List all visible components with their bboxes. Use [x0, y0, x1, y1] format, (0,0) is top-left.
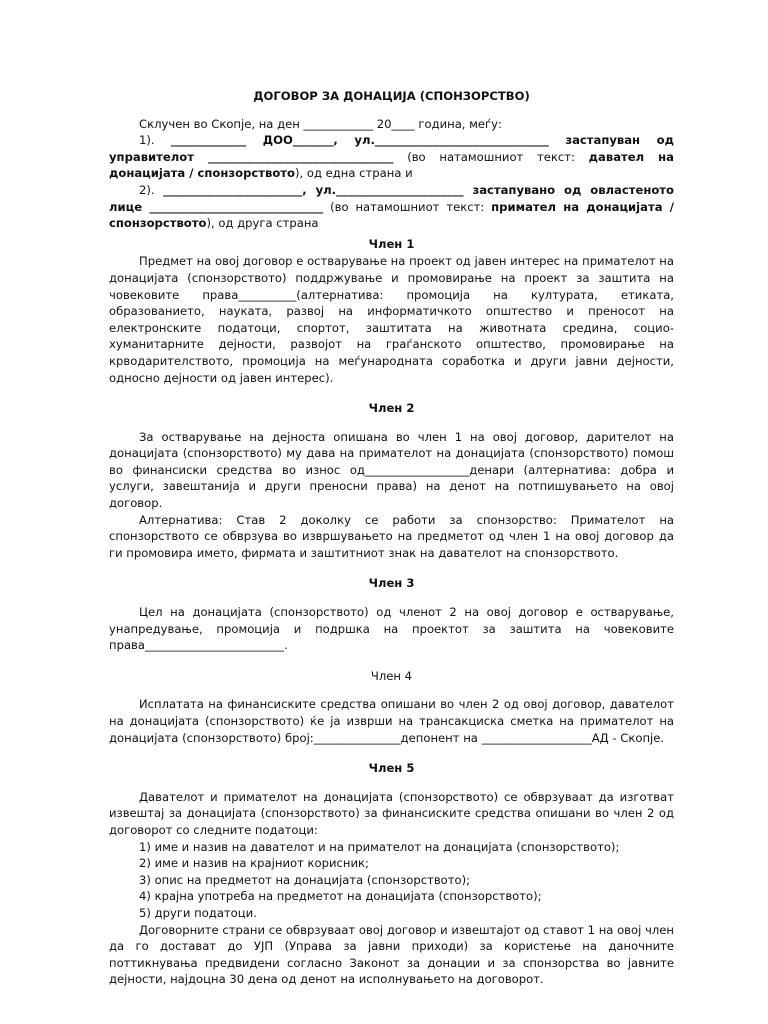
party-2-bold2: примател на донацијата / спонзорството	[109, 199, 674, 231]
article-1-text: Предмет на овој договор е остварување на проект од јавен интерес на примателот на донацијата (спонзорството) поддржување и промовирање на проект за заштита на човековите права__________(алтернатива: промоција на културата, етиката, образованието, науката, развој на информатичкото општество и преносот на електронските податоци, спортот, заштитата на животната средина, социо-хуманитарните дејности, развојот на граѓанското општество, промовирање на крводарителството, промоција на меѓународната соработка и други јавни дејности, односно дејности од јавен интерес).	[109, 254, 674, 385]
article-4-text: Исплатата на финансиските средства опишани во член 2 од овој договор, давателот на донацијата (спонзорството) ќе ја изврши на трансакциска сметка на примателот на донацијата (спонзорството) број:_______________депонент на ___________________АД - Скопје.	[109, 697, 674, 745]
document-body	[109, 88, 674, 988]
article-2-text-1: За остварување на дејноста опишана во член 1 на овој договор, дарителот на донацијата (спонзорството) му дава на примателот на донацијата (спонзорството) помош во финансиски средства во износ од__________________денари (алтернатива: добра и услуги, завештанија и други преносни права) на денот на потпишувањето на овој договор.	[109, 429, 674, 511]
party-2-tail: ), од друга страна	[206, 216, 319, 231]
party-1-tail: ), од една страна и	[294, 166, 413, 181]
party-2-mid: (во натамошниот текст:	[323, 199, 492, 214]
party-2-lead: 2).	[139, 182, 164, 197]
article-2-text-2: Алтернатива: Став 2 доколку се работи за спонзорство: Примателот на спонзорството се обврзува во извршувањето на предметот од член 1 на овој договор да ги промовира името, фирмата и заштитниот знак на давателот на спонзорството.	[109, 512, 674, 560]
article-3-text: Цел на донацијата (спонзорството) од членот 2 на овој договор е остварување, унапредување, промоција и подршка на проектот за заштита на човековите права________________________.	[109, 605, 674, 653]
party-1-lead: 1).	[139, 133, 171, 148]
article-4-heading: Член 4	[370, 668, 413, 683]
party-1-bold1: _____________ ДОО_______, ул.______________________________ застапуван од управителот ________________________________	[109, 133, 674, 164]
party-1-bold2: давател на донацијата / спонзорството	[109, 149, 674, 181]
article-1-heading: Член 1	[368, 236, 415, 251]
article-3-heading: Член 3	[368, 576, 415, 591]
article-5-text-1: Давателот и примателот на донацијата (спонзорството) се обврзуваат да изготват извештај за донацијата (спонзорството) за финансиските средства опишани во член 2 од договорот со следните податоци:	[109, 789, 674, 837]
article-2-heading: Член 2	[368, 401, 415, 416]
list-item: 3) опис на предметот на донацијата (спонзорството);	[139, 872, 471, 887]
party-1	[109, 132, 674, 182]
document-title: ДОГОВОР ЗА ДОНАЦИЈА (СПОНЗОРСТВО)	[253, 89, 530, 103]
list-item: 5) други податоци.	[139, 905, 257, 920]
party-2	[109, 182, 674, 232]
list-item: 4) крајна употреба на предметот на донацијата (спонзорството);	[139, 889, 542, 904]
article-5-text-2: Договорните страни се обврзуваат овој договор и извештајот од ставот 1 на овој член да го достават до УЈП (Управа за јавни приходи) за користење на даночните поттикнувања предвидени согласно Законот за донации и за спонзорства во јавните дејности, најдоцна 30 дена од денот на исполнувањето на договорот.	[109, 922, 674, 987]
party-2-bold1: ________________________, ул.______________________ застапувано од овластеното лице ______________________________	[109, 182, 674, 214]
list-item: 1) име и назив на давателот и на примателот на донацијата (спонзорството);	[139, 839, 620, 854]
intro-line: Склучен во Скопје, на ден ____________ 20____ година, меѓу:	[139, 116, 502, 131]
list-item: 2) име и назив на крајниот корисник;	[139, 856, 369, 871]
article-5-heading: Член 5	[368, 761, 415, 776]
party-1-mid: (во натамошниот текст:	[393, 149, 589, 164]
